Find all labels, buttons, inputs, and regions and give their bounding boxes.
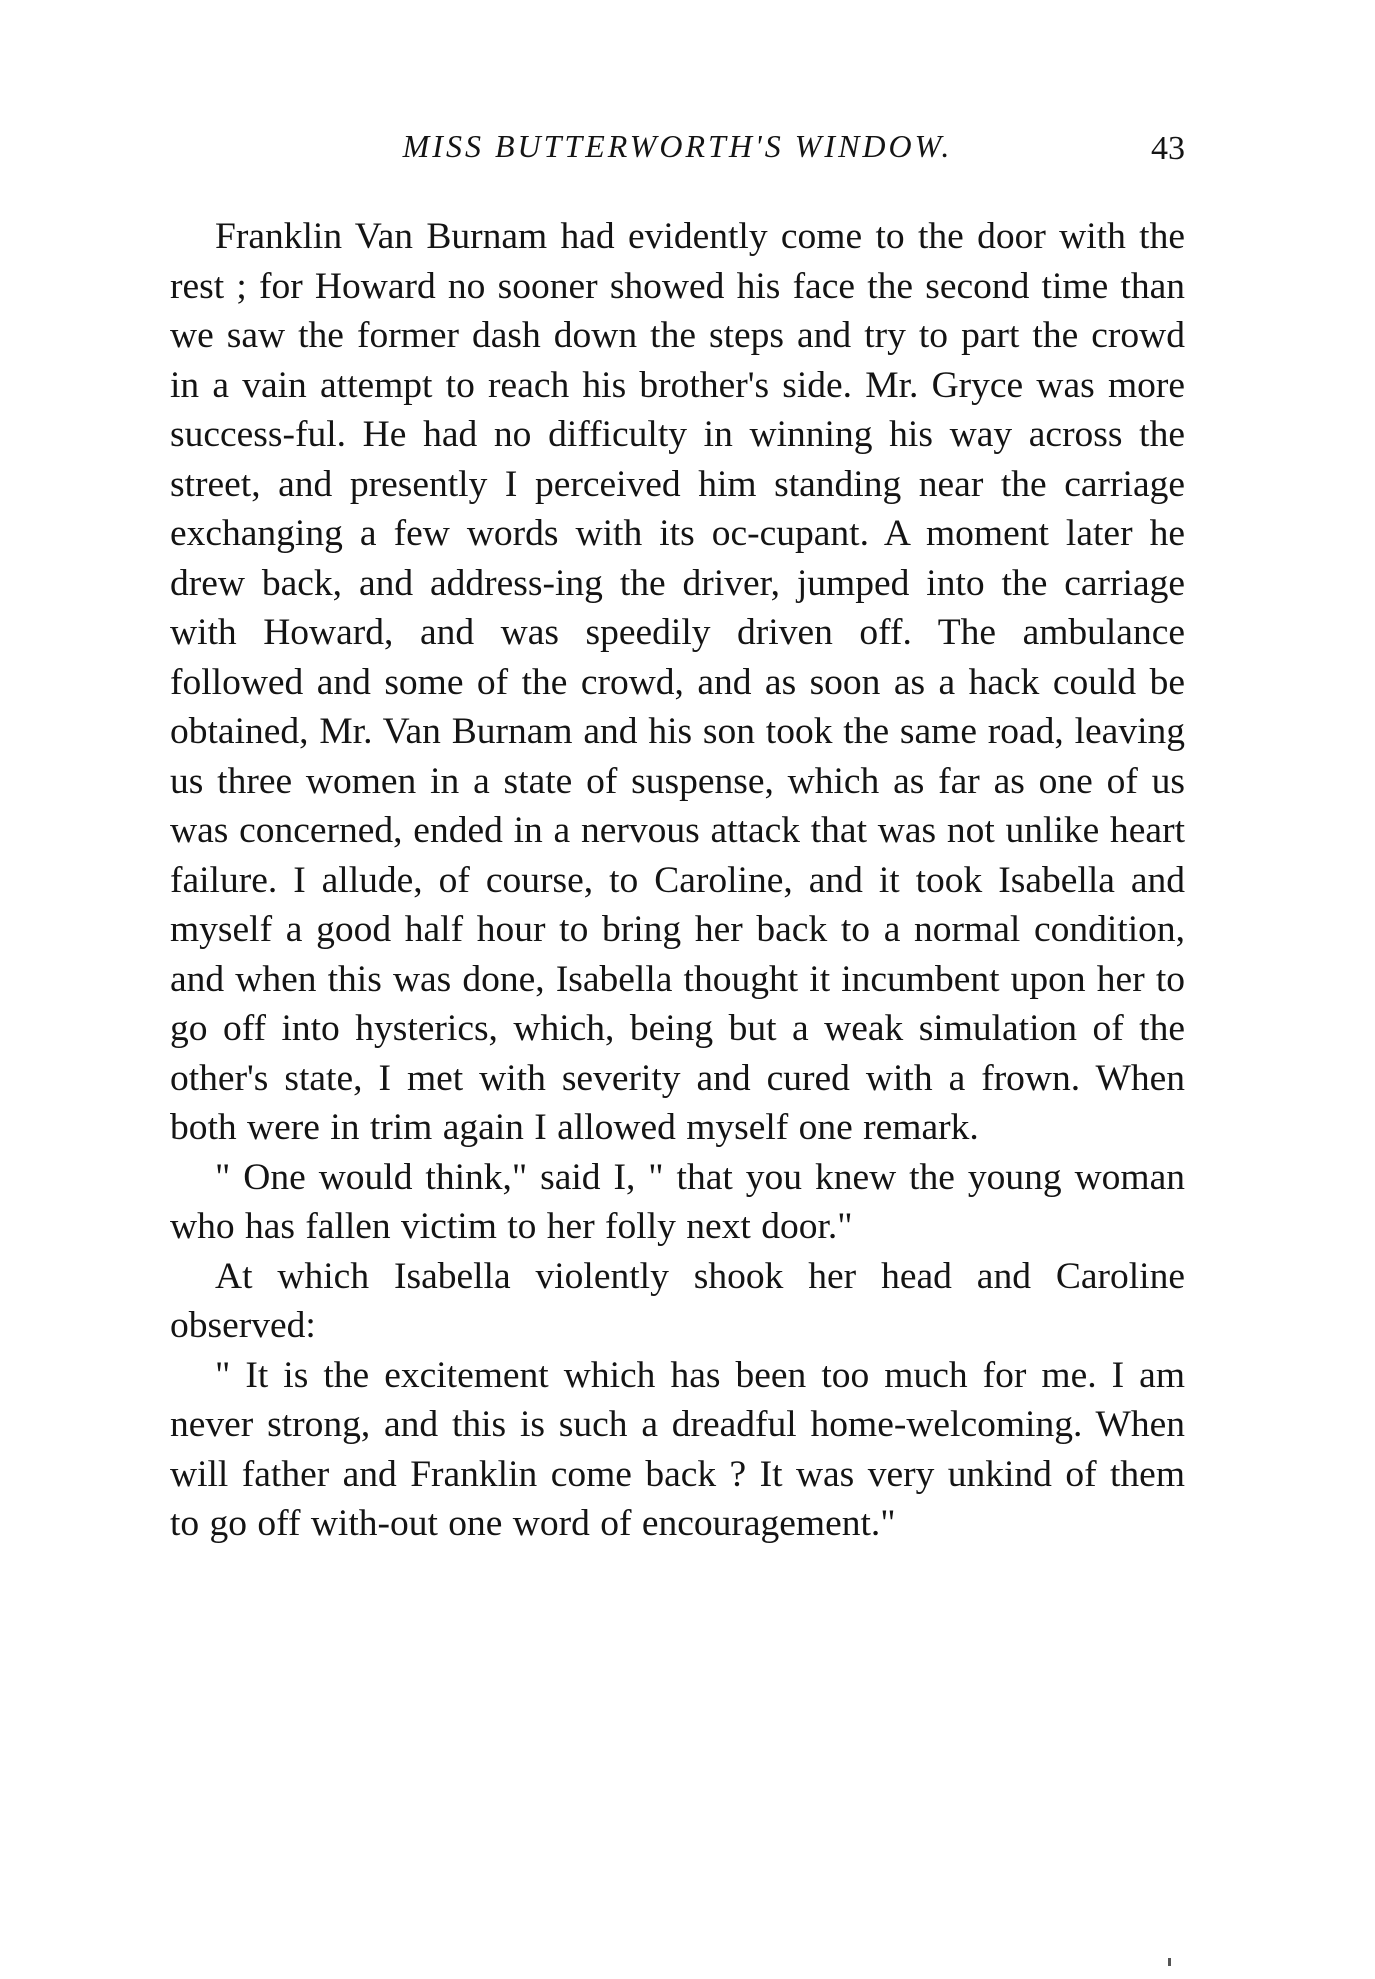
paragraph: Franklin Van Burnam had evidently come to the door with the rest ; for Howard no sooner showed his face the second time than we saw the former dash down the steps and try to part the crowd in a vain attempt to reach his brother's side. Mr. Gryce was more success-ful. He had no difficulty in winning his way across the street, and presently I perceived him standing near the carriage exchanging a few words with its oc-cupant. A moment later he drew back, and address-ing the driver, jumped into the carriage with Howard, and was speedily driven off. The ambulance followed and some of the crowd, and as soon as a hack could be obtained, Mr. Van Burnam and his son took the same road, leaving us three women in a state of suspense, which as far as one of us was concerned, ended in a nervous attack that was not unlike heart failure. I allude, of course, to Caroline, and it took Isabella and myself a good half hour to bring her back to a normal condition, and when this was done, Isabella thought it incumbent upon her to go off into hysterics, which, being but a weak simulation of the other's state, I met with severity and cured with a frown. When both were in trim again I allowed myself one remark. <box>170 216 1185 1148</box>
paragraph: At which Isabella violently shook her head and Caroline observed: <box>170 1255 1185 1346</box>
page-number: 43 <box>1151 130 1185 167</box>
scan-speck <box>1168 1958 1171 1966</box>
body-text <box>170 212 1185 1549</box>
paragraph: " It is the excitement which has been too much for me. I am never strong, and this is such a dreadful home-welcoming. When will father and Franklin come back ? It was very unkind of them to go off with-out one word of encouragement." <box>170 1354 1185 1544</box>
running-head <box>170 128 1185 176</box>
running-title: MISS BUTTERWORTH'S WINDOW. <box>402 128 953 164</box>
paragraph: " One would think," said I, " that you knew the young woman who has fallen victim to her folly next door." <box>170 1156 1185 1247</box>
